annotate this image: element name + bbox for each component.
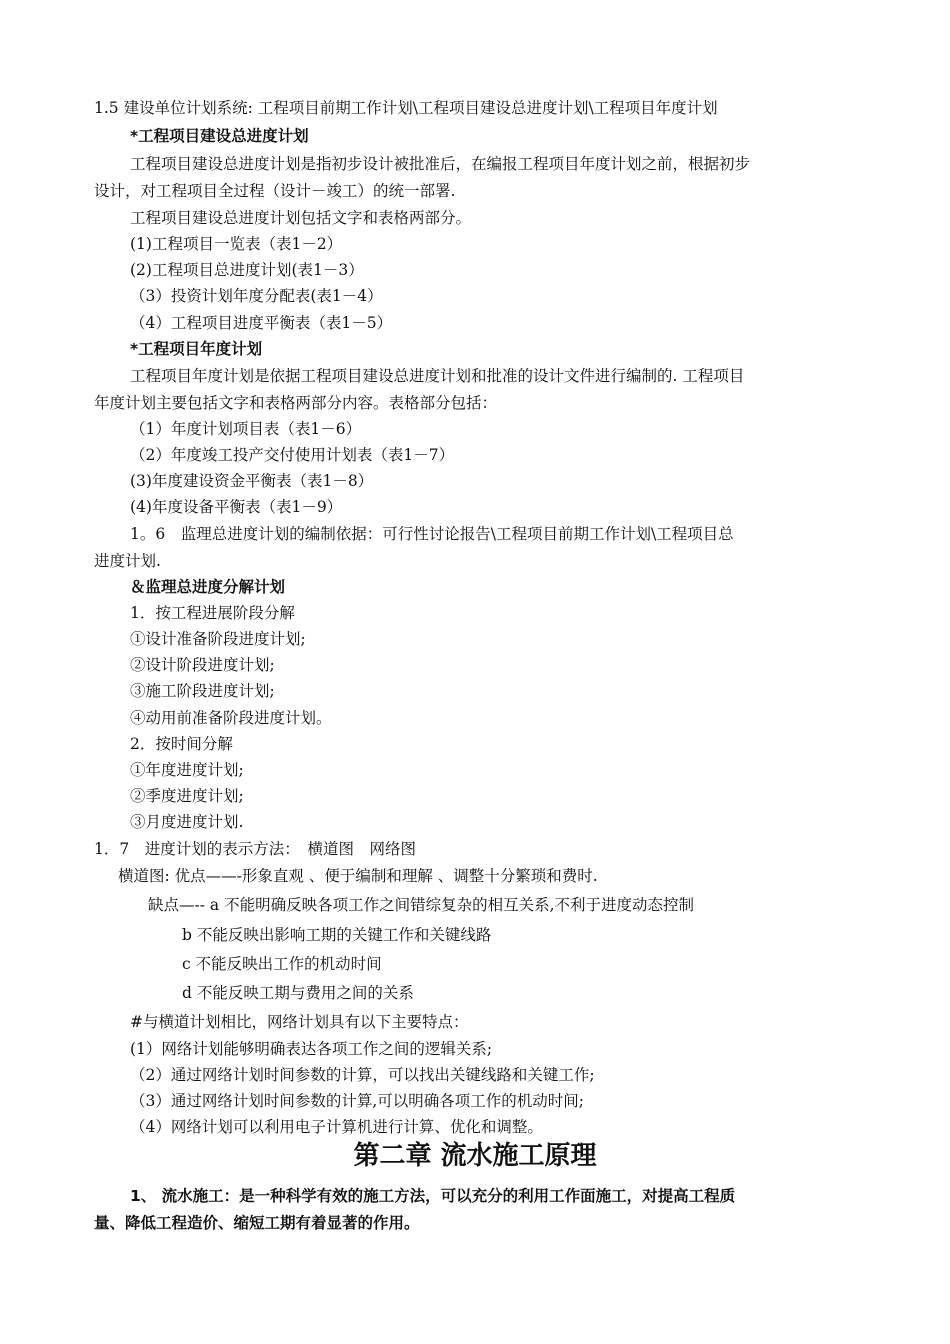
paragraph-line: #与横道计划相比，网络计划具有以下主要特点： [130,1013,469,1031]
subheading-decomposition: ＆监理总进度分解计划 [130,578,286,596]
list-item: ①年度进度计划; [130,761,244,779]
chapter-title: 第二章 流水施工原理 [353,1141,597,1171]
list-item: 2．按时间分解 [130,735,233,753]
list-item: 1．按工程进展阶段分解 [130,604,295,622]
list-item: （1）年度计划项目表（表1－6） [130,420,362,438]
paragraph-line: 设计，对工程项目全过程（设计－竣工）的统一部署. [94,182,456,200]
paragraph-line: 缺点—-- a 不能明确反映各项工作之间错综复杂的相互关系,不利于进度动态控制 [148,896,694,914]
list-item: b 不能反映出影响工期的关键工作和关键线路 [182,926,492,944]
list-item: (1)工程项目一览表（表1－2） [130,235,343,253]
list-item: d 不能反映工期与费用之间的关系 [182,984,414,1002]
list-item: （2）年度竣工投产交付使用计划表（表1－7） [130,446,455,464]
list-item: （3）投资计划年度分配表(表1－4） [130,287,383,305]
list-item: (3)年度建设资金平衡表（表1－8） [130,472,374,490]
section-1-6-heading: 1。6 监理总进度计划的编制依据：可行性讨论报告\工程项目前期工作计划\工程项目总 [130,525,734,543]
list-item: ②设计阶段进度计划; [130,656,275,674]
list-item: (1）网络计划能够明确表达各项工作之间的逻辑关系; [130,1040,493,1058]
section-1-5-heading: 1.5 建设单位计划系统: 工程项目前期工作计划\工程项目建设总进度计划\工程项目年度计划 [94,99,718,117]
list-item: ④动用前准备阶段进度计划。 [130,709,332,727]
list-item: (2)工程项目总进度计划(表1－3） [130,261,364,279]
list-item: ①设计准备阶段进度计划; [130,630,306,648]
paragraph-line: 年度计划主要包括文字和表格两部分内容。表格部分包括： [94,394,498,412]
list-item: （4）工程项目进度平衡表（表1－5） [130,314,393,332]
paragraph-line: 工程项目建设总进度计划包括文字和表格两部分。 [130,209,472,227]
closing-paragraph-line: 1、 流水施工：是一种科学有效的施工方法，可以充分的利用工作面施工，对提高工程质 [130,1187,736,1205]
list-item: ③施工阶段进度计划; [130,682,275,700]
list-item: (4)年度设备平衡表（表1－9） [130,498,343,516]
paragraph-line: 横道图: 优点——-形象直观 、便于编制和理解 、调整十分繁琐和费时. [118,867,598,885]
subheading-annual-plan: *工程项目年度计划 [130,340,263,358]
list-item: ③月度进度计划. [130,813,244,831]
list-item: （4）网络计划可以利用电子计算机进行计算、优化和调整。 [130,1118,543,1136]
list-item: c 不能反映出工作的机动时间 [182,955,382,973]
section-1-7-heading: 1．7 进度计划的表示方法： 横道图 网络图 [94,840,416,858]
closing-paragraph-line: 量、降低工程造价、缩短工期有着显著的作用。 [94,1214,420,1232]
list-item: ②季度进度计划; [130,787,244,805]
subheading-overall-schedule: *工程项目建设总进度计划 [130,127,309,145]
list-item: （2）通过网络计划时间参数的计算，可以找出关键线路和关键工作; [130,1066,595,1084]
paragraph-line: 工程项目建设总进度计划是指初步设计被批准后，在编报工程项目年度计划之前，根据初步 [130,155,751,173]
paragraph-line: 进度计划. [94,552,161,570]
list-item: （3）通过网络计划时间参数的计算,可以明确各项工作的机动时间; [130,1092,585,1110]
paragraph-line: 工程项目年度计划是依据工程项目建设总进度计划和批准的设计文件进行编制的. 工程项目 [130,367,745,385]
